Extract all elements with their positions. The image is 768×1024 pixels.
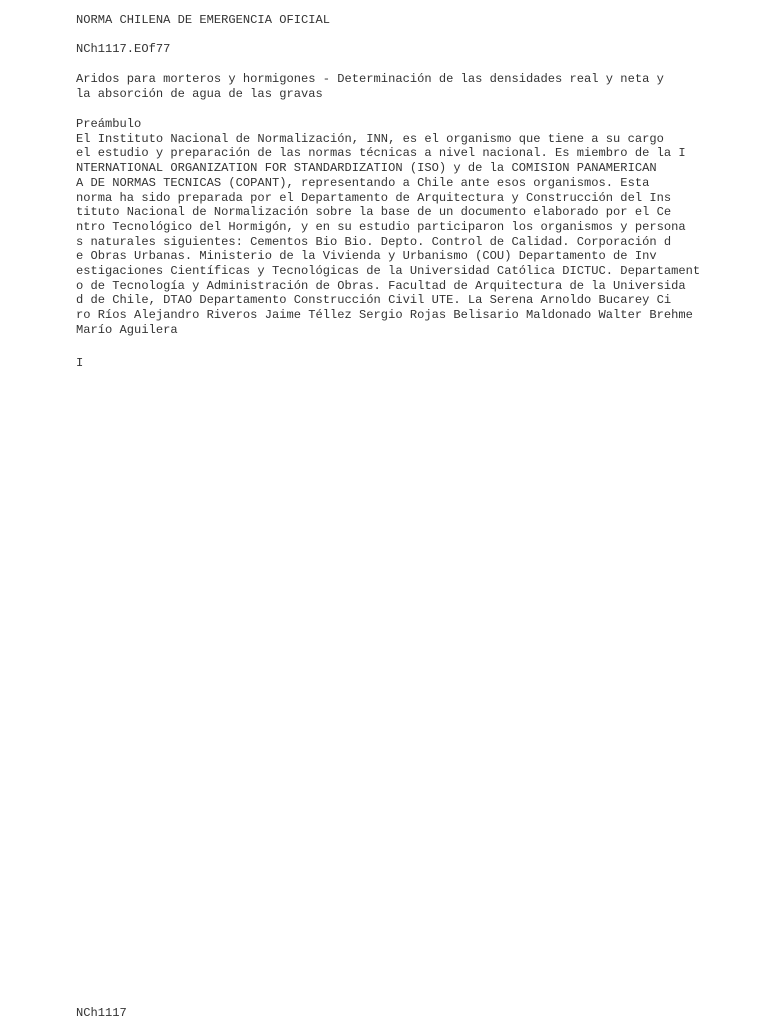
preamble-line: ntro Tecnológico del Hormigón, y en su estudio participaron los organismos y persona [76,219,686,234]
preamble-line: A DE NORMAS TECNICAS (COPANT), representando a Chile ante esos organismos. Esta [76,175,650,190]
preamble-line: o de Tecnología y Administración de Obras. Facultad de Arquitectura de la Universida [76,278,686,293]
preamble-line: El Instituto Nacional de Normalización, INN, es el organismo que tiene a su cargo [76,131,664,146]
preamble-line: ro Ríos Alejandro Riveros Jaime Téllez Sergio Rojas Belisario Maldonado Walter Brehme [76,308,693,323]
title-line: Aridos para morteros y hormigones - Determinación de las densidades real y neta y [76,72,664,86]
preamble-line: norma ha sido preparada por el Departamento de Arquitectura y Construcción del Ins [76,190,672,205]
document-header: NORMA CHILENA DE EMERGENCIA OFICIAL [76,13,331,27]
preamble-line: s naturales siguientes: Cementos Bio Bio. Depto. Control de Calidad. Corporación d [76,234,672,249]
roman-page-number: I [76,356,84,370]
footer-code: NCh1117 [76,1006,127,1020]
preamble-heading: Preámbulo [76,117,142,131]
preamble-line: NTERNATIONAL ORGANIZATION FOR STANDARDIZATION (ISO) y de la COMISION PANAMERICAN [76,161,657,176]
preamble-line: Marío Aguilera [76,322,178,337]
preamble-line: el estudio y preparación de las normas técnicas a nivel nacional. Es miembro de la I [76,146,686,161]
preamble-line: d de Chile, DTAO Departamento Construcción Civil UTE. La Serena Arnoldo Bucarey Ci [76,293,672,308]
preamble-section [76,117,700,338]
preamble-line: tituto Nacional de Normalización sobre la base de un documento elaborado por el Ce [76,205,672,220]
title-line: la absorción de agua de las gravas [76,86,323,101]
standard-code: NCh1117.EOf77 [76,42,171,56]
preamble-line: e Obras Urbanas. Ministerio de la Vivienda y Urbanismo (COU) Departamento de Inv [76,249,657,264]
document-title [76,72,664,101]
preamble-line: estigaciones Científicas y Tecnológicas de la Universidad Católica DICTUC. Departament [76,264,701,279]
